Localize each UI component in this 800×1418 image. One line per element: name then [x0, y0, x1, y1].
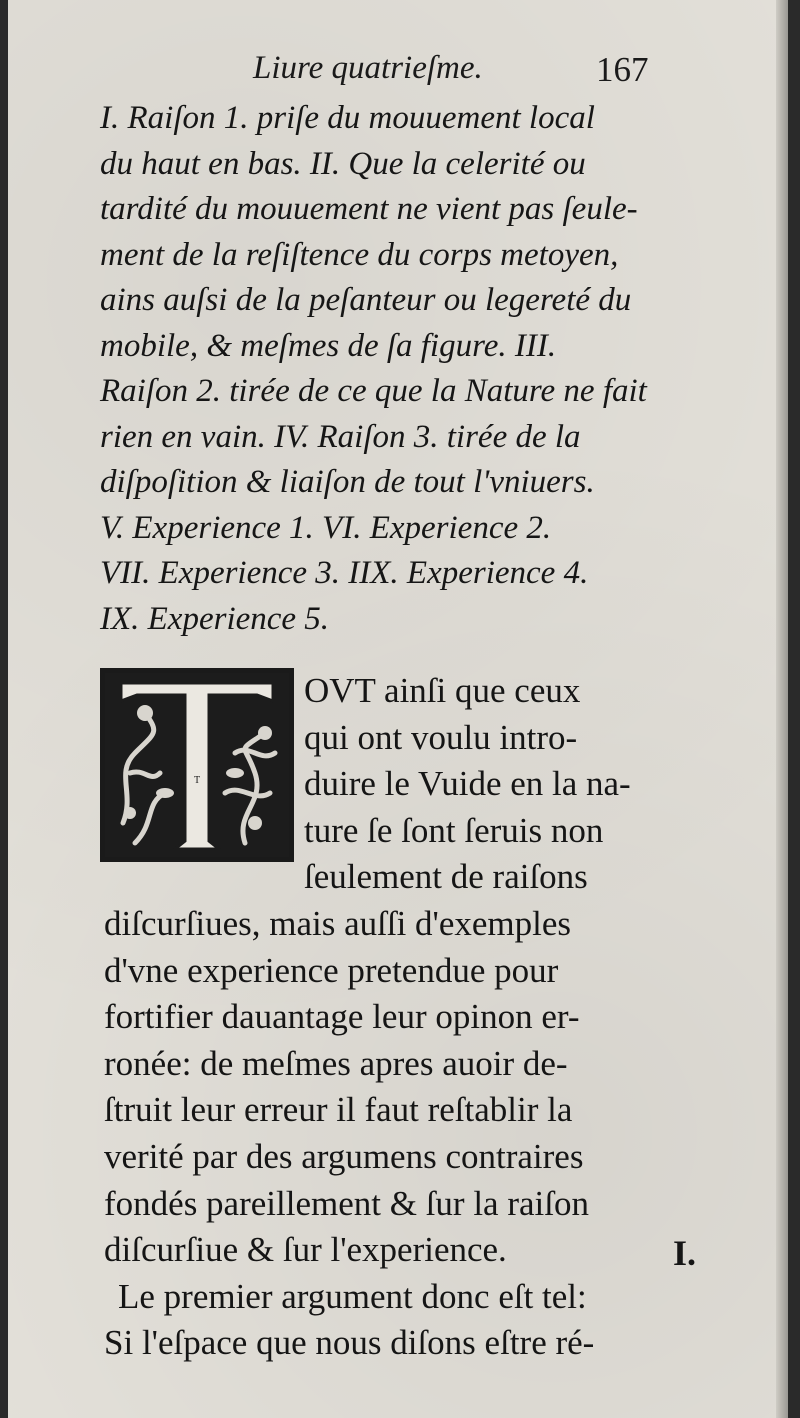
page-header [8, 50, 788, 96]
book-page [8, 0, 788, 1418]
svg-text:T: T [193, 775, 201, 786]
summary-line: VII. Experience 3. IIX. Experience 4. [100, 555, 589, 591]
summary-line: tardité du mouuement ne vient pas ſeule- [100, 191, 638, 227]
body-line: diſcurſiue & ſur l'experience. [104, 1230, 507, 1270]
margin-note: I. [673, 1233, 697, 1273]
summary-line: I. Raiſon 1. priſe du mouuement local [100, 100, 595, 136]
body-line: qui ont voulu intro- [304, 717, 578, 757]
body-line: OVT ainſi que ceux [304, 671, 581, 710]
page-number: 167 [596, 50, 649, 89]
summary-line: rien en vain. IV. Raiſon 3. tirée de la [100, 418, 581, 455]
summary-line: ment de la reſiſtence du corps metoyen, [100, 236, 619, 273]
page-edge-shadow [776, 0, 788, 1418]
summary-line: IX. Experience 5. [100, 600, 330, 637]
body-line: Le premier argument donc eſt tel: [118, 1276, 587, 1316]
summary-line: ains auſsi de la peſanteur ou legereté du [100, 282, 632, 318]
body-line: verité par des argumens contraires [104, 1136, 584, 1176]
summary-line: Raiſon 2. tirée de ce que la Nature ne fait [100, 373, 647, 409]
body-line: ſtruit leur erreur il faut reſtablir la [104, 1090, 573, 1130]
body-line: Si l'eſpace que nous diſons eſtre ré- [104, 1323, 595, 1363]
running-title: Liure quatrieſme. [253, 50, 483, 86]
body-line: duire le Vuide en la na- [304, 764, 631, 804]
body-line: ture ſe ſont ſeruis non [304, 810, 604, 850]
summary-line: diſpoſition & liaiſon de tout l'vniuers. [100, 464, 595, 500]
body-line: fondés pareillement & ſur la raiſon [104, 1183, 589, 1223]
body-line: ſeulement de raiſons [304, 857, 588, 897]
chapter-summary [100, 96, 660, 642]
main-text [104, 668, 664, 1367]
body-line: ronée: de meſmes apres auoir de- [104, 1043, 568, 1083]
body-line: diſcurſiues, mais auſſi d'exemples [104, 903, 572, 943]
summary-line: du haut en bas. II. Que la celerité ou [100, 145, 586, 182]
body-line: fortifier dauantage leur opinon er- [104, 997, 580, 1037]
body-line: d'vne experience pretendue pour [104, 950, 559, 990]
summary-line: V. Experience 1. VI. Experience 2. [100, 509, 552, 546]
summary-line: mobile, & meſmes de ſa figure. III. [100, 327, 557, 364]
